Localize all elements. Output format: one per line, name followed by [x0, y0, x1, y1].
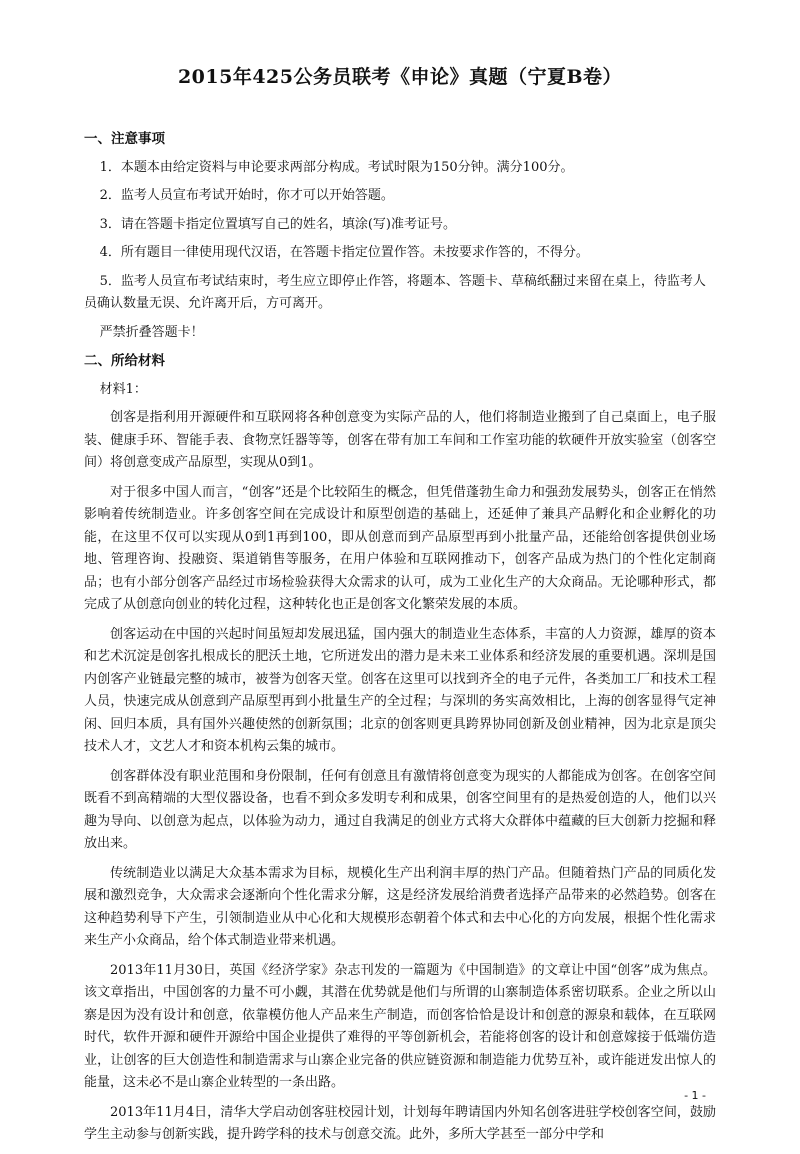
material-paragraph: 传统制造业以满足大众基本需求为目标，规模化生产出利润丰厚的热门产品。但随着热门产品的同质化发展和激烈竞争，大众需求会逐渐向个性化需求分解，这是经济发展给消费者选择产品带来的必然趋势。创客在这种趋势利导下产生，引领制造业从中心化和大规模形态朝着个体式和去中心化的方向发展，根据个性化需求来生产小众商品，给个体式制造业带来机遇。: [84, 865, 716, 948]
material-paragraph: 创客运动在中国的兴起时间虽短却发展迅猛，国内强大的制造业生态体系，丰富的人力资源，雄厚的资本和艺术沉淀是创客扎根成长的肥沃土地，它所迸发出的潜力是未来工业体系和经济发展的重要机遇。深圳是国内创客产业链最完整的城市，被誉为创客天堂。创客在这里可以找到齐全的电子元件，各类加工厂和技术工程人员，快速完成从创意到产品原型再到小批量生产的全过程；与深圳的务实高效相比，上海的创客显得气定神闲、回归本质，具有国外兴趣使然的创新氛围；北京的创客则更具跨界协同创新及创业精神，因为北京是顶尖技术人才，文艺人才和资本机构云集的城市。: [84, 626, 716, 754]
page-number: - 1 -: [684, 1089, 706, 1102]
material-paragraph: 对于很多中国人而言，“创客”还是个比较陌生的概念，但凭借蓬勃生命力和强劲发展势头，创客正在悄然影响着传统制造业。许多创客空间在完成设计和原型创造的基础上，还延伸了兼具产品孵化和企业孵化的功能，在这里不仅可以实现从0到1再到100，即从创意而到产品原型再到小批量产品，还能给创客提供创业场地、管理咨询、投融资、渠道销售等服务，在用户体验和互联网推动下，创客产品成为热门的个性化定制商品；也有小部分创客产品经过市场检验获得大众需求的认可，成为工业化生产的大众商品。无论哪种形式，都完成了从创意向创业的转化过程，这种转化也正是创客文化繁荣发展的本质。: [84, 484, 716, 612]
material-paragraph: 创客群体没有职业范围和身份限制，任何有创意且有激情将创意变为现实的人都能成为创客。在创客空间既看不到高精端的大型仪器设备，也看不到众多发明专利和成果，创客空间里有的是热爱创造的人，他们以兴趣为导向、以创意为起点，以体验为动力，通过自我满足的创业方式将大众群体中蕴藏的巨大创新力挖掘和释放出来。: [84, 768, 716, 851]
warning-text: 严禁折叠答题卡！: [99, 324, 204, 340]
material-label: 材料1：: [99, 381, 147, 397]
note-item: 2．监考人员宣布考试开始时，你才可以开始答题。: [99, 188, 394, 203]
material-paragraph: 2013年11月30日，英国《经济学家》杂志刊发的一篇题为《中国制造》的文章让中国“创客”成为焦点。该文章指出，中国创客的力量不可小觑，其潜在优势就是他们与所谓的山寨制造体系密切联系。企业之所以山寨是因为没有设计和创意，依靠模仿他人产品来生产制造，而创客恰恰是设计和创意的源泉和载体，在互联网时代，软件开源和硬件开源给中国企业提供了难得的平等创新机会，若能将创客的设计和创意嫁接于低端仿造业，让创客的巨大创造性和制造需求与山寨企业完备的供应链资源和制造能力优势互补，或许能迸发出惊人的能量，这未必不是山寨企业转型的一条出路。: [84, 962, 716, 1090]
document-body: [84, 128, 716, 1154]
page-title: 2015年425公务员联考《申论》真题（宁夏B卷）: [177, 66, 623, 88]
note-item: 4．所有题目一律使用现代汉语，在答题卡指定位置作答。未按要求作答的，不得分。: [99, 245, 589, 260]
note-item: 5．监考人员宣布考试结束时，考生应立即停止作答，将题本、答题卡、草稿纸翻过来留在桌上，待监考人员确认数量无误、允许离开后，方可离开。: [84, 273, 706, 311]
material-paragraph: 创客是指利用开源硬件和互联网将各种创意变为实际产品的人，他们将制造业搬到了自己桌面上，电子服装、健康手环、智能手表、食物烹饪器等等，创客在带有加工车间和工作室功能的软硬件开放实验室（创客空间）将创意变成产品原型，实现从0到1。: [84, 410, 716, 470]
note-item: 1．本题本由给定资料与申论要求两部分构成。考试时限为150分钟。满分100分。: [99, 159, 574, 175]
note-item: 3．请在答题卡指定位置填写自己的姓名，填涂(写)准考证号。: [99, 216, 457, 232]
section-heading-notes: 一、注意事项: [84, 131, 165, 147]
section-heading-materials: 二、所给材料: [84, 353, 165, 369]
material-paragraph: 2013年11月4日，清华大学启动创客驻校园计划，计划每年聘请国内外知名创客进驻学校创客空间，鼓励学生主动参与创新实践，提升跨学科的技术与创意交流。此外，多所大学甚至一部分中学和: [84, 1104, 716, 1142]
